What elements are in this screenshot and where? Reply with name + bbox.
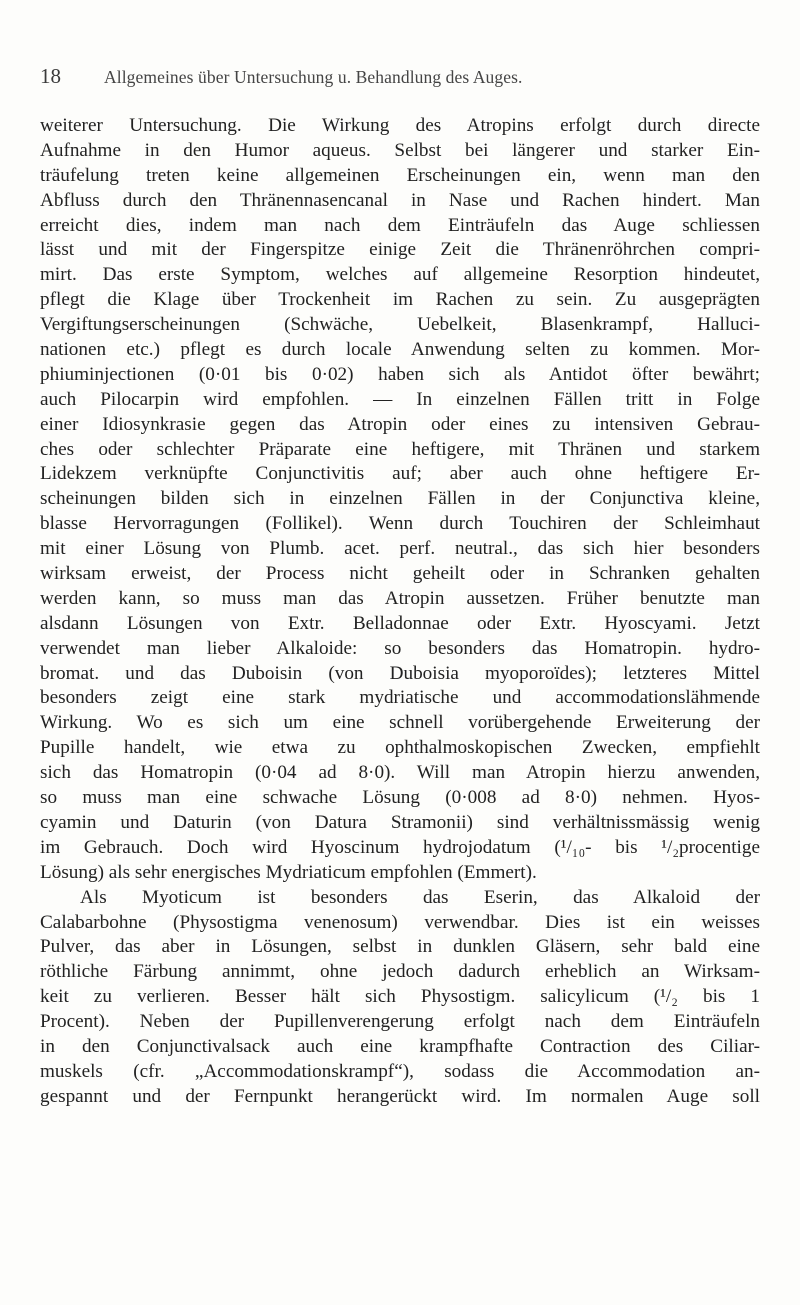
text-line: blasse Hervorragungen (Follikel). Wenn durch Touchiren der Schleimhaut <box>40 513 760 535</box>
text-line: Pulver, das aber in Lösungen, selbst in dunklen Gläsern, sehr bald eine <box>40 936 760 958</box>
text-line: Pupille handelt, wie etwa zu ophthalmoskopischen Zwecken, empfiehlt <box>40 737 760 759</box>
text-line: alsdann Lösungen von Extr. Belladonnae oder Extr. Hyoscyami. Jetzt <box>40 612 760 634</box>
text-line: Wirkung. Wo es sich um eine schnell vorübergehende Erweiterung der <box>40 712 760 734</box>
text-line: erreicht dies, indem man nach dem Einträufeln das Auge schliessen <box>40 214 760 236</box>
text-line: gespannt und der Fernpunkt herangerückt wird. Im normalen Auge soll <box>40 1085 760 1107</box>
text-line: Lidekzem verknüpfte Conjunctivitis auf; aber auch ohne heftigere Er- <box>40 463 760 485</box>
text-line: scheinungen bilden sich in einzelnen Fällen in der Conjunctiva kleine, <box>40 488 760 510</box>
text-line: lässt und mit der Fingerspitze einige Zeit die Thränenröhrchen compri- <box>40 239 760 261</box>
text-line: einer Idiosynkrasie gegen das Atropin oder eines zu intensiven Gebrau- <box>40 413 760 435</box>
paragraph-eserin <box>40 886 760 1110</box>
text-line: phiuminjectionen (0·01 bis 0·02) haben sich als Antidot öfter bewährt; <box>40 363 760 385</box>
text-line: mit einer Lösung von Plumb. acet. perf. neutral., das sich hier besonders <box>40 538 760 560</box>
text-line: Calabarbohne (Physostigma venenosum) verwendbar. Dies ist ein weisses <box>40 911 760 933</box>
text-line: verwendet man lieber Alkaloide: so besonders das Homatropin. hydro- <box>40 637 760 659</box>
text-line: weiterer Untersuchung. Die Wirkung des Atropins erfolgt durch directe <box>40 115 760 136</box>
text-line: träufelung treten keine allgemeinen Erscheinungen ein, wenn man den <box>40 164 760 186</box>
text-line: muskels (cfr. „Accommodationskrampf“), sodass die Accommodation an- <box>40 1060 760 1082</box>
text-line: pflegt die Klage über Trockenheit im Rachen zu sein. Zu ausgeprägten <box>40 289 760 311</box>
text-line: Aufnahme in den Humor aqueus. Selbst bei längerer und starker Ein- <box>40 139 760 161</box>
text-line: Abfluss durch den Thränennasencanal in Nase und Rachen hindert. Man <box>40 189 760 211</box>
running-header <box>40 64 760 94</box>
text-line: röthliche Färbung annimmt, ohne jedoch dadurch erheblich an Wirksam- <box>40 961 760 983</box>
text-line: werden kann, so muss man das Atropin aussetzen. Früher benutzte man <box>40 587 760 609</box>
text-line: keit zu verlieren. Besser hält sich Physostigm. salicylicum (¹/₂ bis 1 <box>40 986 760 1008</box>
text-line: in den Conjunctivalsack auch eine krampfhafte Contraction des Ciliar- <box>40 1035 760 1057</box>
text-line: besonders zeigt eine stark mydriatische und accommodationslähmende <box>40 687 760 709</box>
text-line: wirksam erweist, der Process nicht geheilt oder in Schranken gehalten <box>40 563 760 585</box>
text-line: cyamin und Daturin (von Datura Stramonii) sind verhältnissmässig wenig <box>40 811 760 833</box>
body-text <box>40 114 760 1110</box>
text-line: Lösung) als sehr energisches Mydriaticum empfohlen (Emmert). <box>40 861 537 883</box>
text-line: auch Pilocarpin wird empfohlen. — In einzelnen Fällen tritt in Folge <box>40 388 760 410</box>
running-title: Allgemeines über Untersuchung u. Behandlung des Auges. <box>104 67 523 87</box>
text-line: im Gebrauch. Doch wird Hyoscinum hydrojodatum (¹/₁₀- bis ¹/₂procentige <box>40 836 760 858</box>
text-line: Vergiftungserscheinungen (Schwäche, Uebelkeit, Blasenkrampf, Halluci- <box>40 314 760 336</box>
text-line: Procent). Neben der Pupillenverengerung erfolgt nach dem Einträufeln <box>40 1011 760 1033</box>
page-number: 18 <box>40 64 61 88</box>
text-line: bromat. und das Duboisin (von Duboisia myoporoïdes); letzteres Mittel <box>40 662 760 684</box>
text-line: so muss man eine schwache Lösung (0·008 ad 8·0) nehmen. Hyos- <box>40 787 760 809</box>
paragraph-atropin <box>40 114 760 886</box>
text-line: ches oder schlechter Präparate eine heftigere, mit Thränen und starkem <box>40 438 760 460</box>
text-line: Als Myoticum ist besonders das Eserin, das Alkaloid der <box>80 886 760 908</box>
text-line: nationen etc.) pflegt es durch locale Anwendung selten zu kommen. Mor- <box>40 339 760 361</box>
text-line: mirt. Das erste Symptom, welches auf allgemeine Resorption hindeutet, <box>40 264 760 286</box>
text-line: sich das Homatropin (0·04 ad 8·0). Will man Atropin hierzu anwenden, <box>40 762 760 784</box>
